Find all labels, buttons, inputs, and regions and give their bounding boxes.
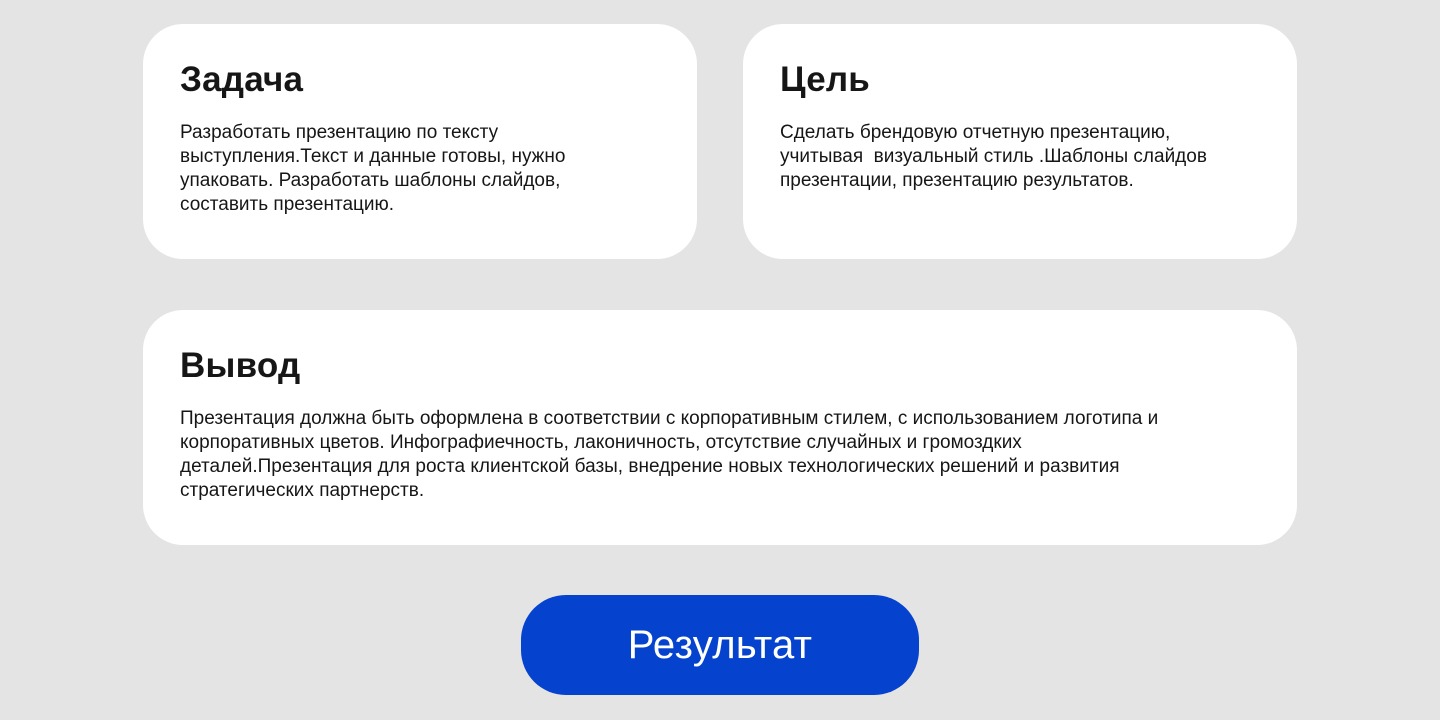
card-goal-body: Сделать брендовую отчетную презентацию, учитывая визуальный стиль .Шаблоны слайдов презентации, презентацию результатов. xyxy=(780,122,1213,191)
card-conclusion-body: Презентация должна быть оформлена в соответствии с корпоративным стилем, с использованием логотипа и корпоративных цветов. Инфографиечность, лаконичность, отсутствие случайных и громоздких деталей.Презентация для роста клиентской базы, внедрение новых технологических решений и развития стратегических партнерств. xyxy=(180,408,1164,501)
card-task-title: Задача xyxy=(180,60,304,99)
card-task-body: Разработать презентацию по тексту выступления.Текст и данные готовы, нужно упаковать. Разработать шаблоны слайдов, составить презентацию. xyxy=(180,122,571,215)
result-button[interactable]: Результат xyxy=(521,595,919,695)
card-conclusion-title: Вывод xyxy=(180,346,301,385)
card-goal xyxy=(743,24,1297,259)
card-goal-title: Цель xyxy=(780,60,871,99)
card-task xyxy=(143,24,697,259)
card-conclusion xyxy=(143,310,1297,545)
